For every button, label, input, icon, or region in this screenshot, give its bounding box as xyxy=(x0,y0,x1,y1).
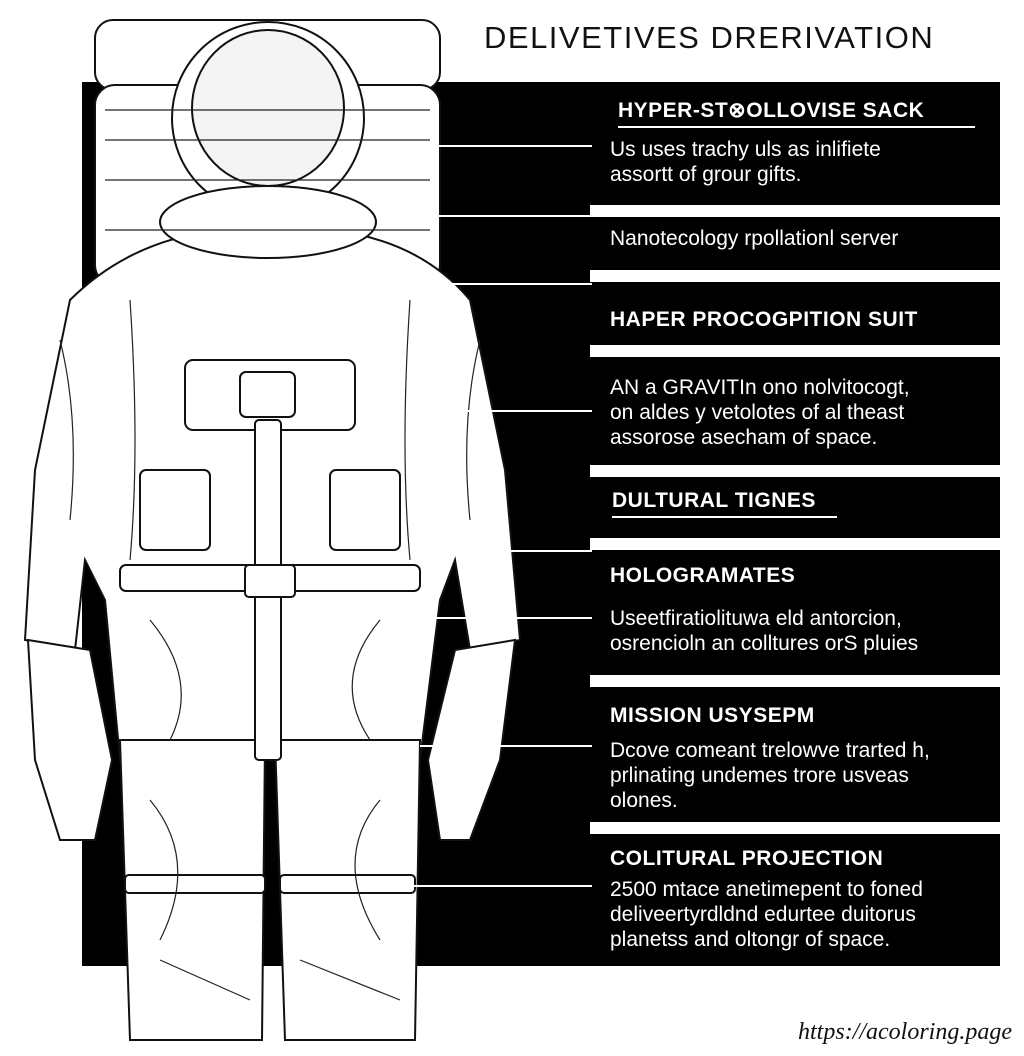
section-body: AN a GRAVITIn ono nolvitocogt, on aldes y vetolotes of al theast assorose asecham of space. xyxy=(610,376,910,449)
section-heading: HOLOGRAMATES xyxy=(610,564,796,587)
leader-line xyxy=(400,885,592,887)
leader-line xyxy=(455,410,592,412)
section-body: 2500 mtace anetimepent to foned deliveertyrdldnd edurtee duitorus planetss and oltongr of space. xyxy=(610,878,923,951)
leader-line xyxy=(470,550,592,552)
leader-line xyxy=(400,215,592,217)
leader-line xyxy=(380,145,592,147)
leader-line xyxy=(420,617,592,619)
watermark-url: https://acoloring.page xyxy=(798,1019,1012,1045)
helmet-visor xyxy=(192,30,344,186)
leader-line xyxy=(420,745,592,747)
section-heading: DULTURAL TIGNES xyxy=(612,489,837,518)
knee-band xyxy=(280,875,415,893)
section-body: Dcove comeant trelowve trarted h, prlinating undemes trore usveas olones. xyxy=(610,739,930,812)
section-heading: MISSION USYSEPM xyxy=(610,704,815,727)
section-body: Us uses trachy uls as inlifiete assortt of grour gifts. xyxy=(610,138,881,186)
chest-display xyxy=(240,372,295,417)
section-heading: HAPER PROCOGPITION SUIT xyxy=(610,308,918,331)
section-body: Useetfiratiolituwa eld antorcion, osrencioln an colltures orS pluies xyxy=(610,607,919,655)
page-title: DELIVETIVES DRERIVATION xyxy=(484,20,935,55)
right-glove xyxy=(428,640,515,840)
section-body: Nanotecology rpollationl server xyxy=(610,227,899,250)
leader-line xyxy=(380,283,592,285)
utility-pouch xyxy=(330,470,400,550)
section-heading: COLITURAL PROJECTION xyxy=(610,847,884,870)
section-heading: HYPER-ST⊗OLLOVISE SACK xyxy=(618,98,975,128)
helmet-collar xyxy=(160,186,376,258)
left-glove xyxy=(28,640,112,840)
belt-buckle xyxy=(245,565,295,597)
knee-band xyxy=(125,875,265,893)
utility-pouch xyxy=(140,470,210,550)
